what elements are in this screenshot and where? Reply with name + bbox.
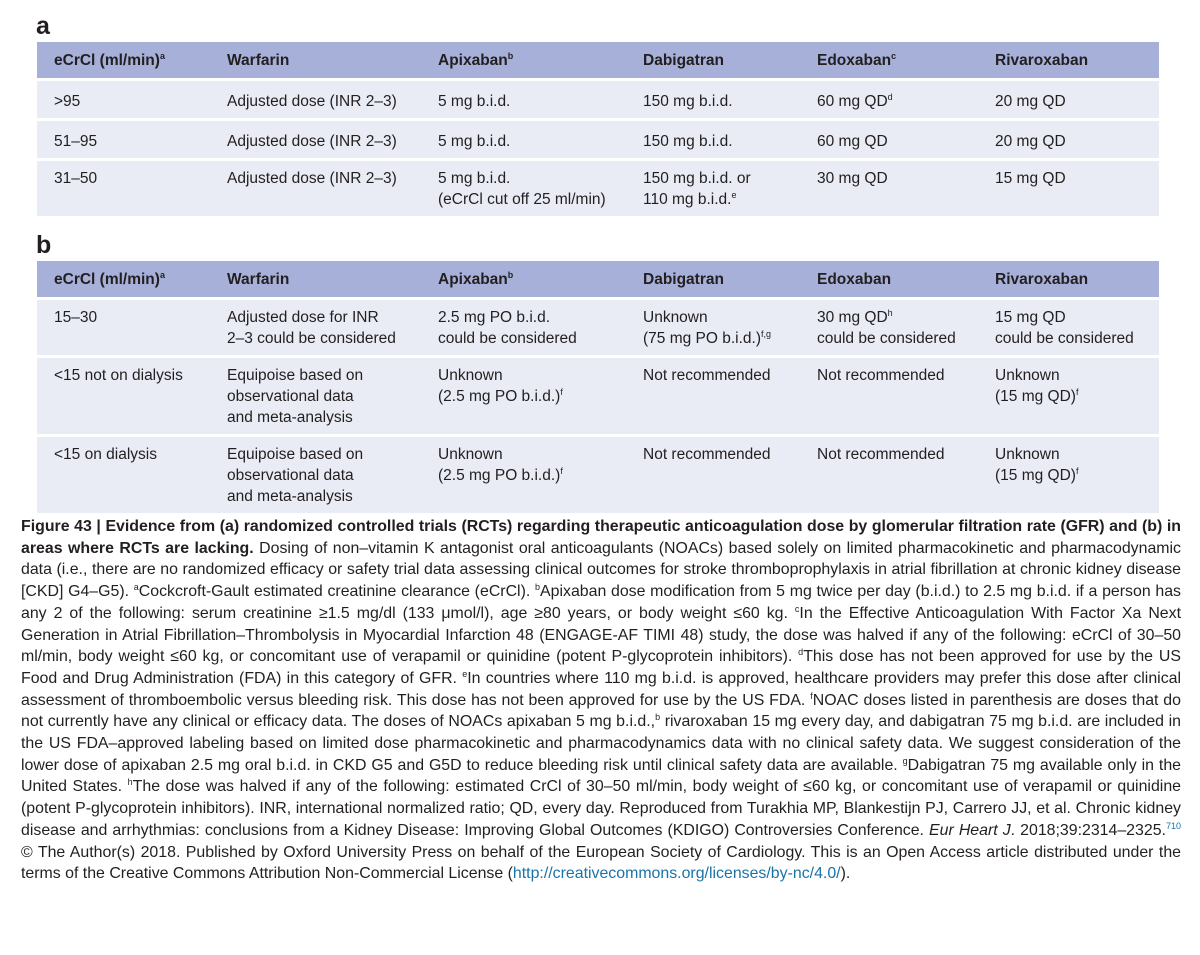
footnote-f: NOAC doses listed in parenthesis are doses that do not currently have any clinical or efficacy data. The doses of NOACs apixaban 5 mg b.i.d., [21, 691, 1181, 731]
table-row [37, 160, 1159, 217]
footnote-marker: c [794, 603, 800, 614]
license-end: ). [840, 865, 851, 883]
cell-edoxaban: Not recommended [800, 436, 978, 514]
cell-rivaroxaban: Unknown (15 mg QD)$^f$ [978, 436, 1159, 514]
header-dabigatran: Dabigatran [626, 42, 800, 80]
footnote-marker: g [902, 755, 908, 766]
cell-edoxaban: 30 mg $QD^h$ could be considered [800, 299, 978, 357]
panel-a-label: a [36, 12, 50, 40]
license-text: © The Author(s) 2018. Published by Oxford University Press on behalf of the European Society of Cardiology. This is an Open Access article distributed under the terms of the Creative Commons Attribution Non-Commercial License ( [21, 843, 1181, 883]
cell-rivaroxaban: 20 mg QD [978, 120, 1159, 160]
table-row [37, 80, 1159, 120]
cell-edoxaban: Not recommended [800, 357, 978, 436]
header-dabigatran: Dabigatran [626, 261, 800, 299]
header-warfarin: Warfarin [210, 261, 421, 299]
dose-table-a [37, 42, 1159, 216]
caption-text: Dosing of non–vitamin K antagonist oral anticoagulants (NOACs) based solely on limited pharmacokinetic and pharmacodynamic data (i.e., there are no randomized efficacy or safety trial data assessing clinical outcomes for stroke thromboprophylaxis in atrial fibrillation at chronic kidney disease [CKD] G4–G5). [21, 539, 1182, 601]
cell-edoxaban: 60 mg $QD^d$ [800, 80, 978, 120]
footnote-marker: b [655, 712, 661, 723]
cell-rivaroxaban: 20 mg QD [978, 80, 1159, 120]
cell-ecrcl: 15–30 [37, 299, 210, 357]
cell-edoxaban: 30 mg QD [800, 160, 978, 217]
header-warfarin: Warfarin [210, 42, 421, 80]
footnote-f-cont: rivaroxaban 15 mg every day, and dabigatran 75 mg b.i.d. are included in the US FDA–approved labeling based on limited dose pharmacokinetic and pharmacodynamics data with no clinical safety data. We suggest consideration of the lower dose of apixaban 2.5 mg oral b.i.d. in CKD G5 and G5D to reduce bleeding risk until clinical safety data are available. [21, 713, 1181, 774]
header-ecrcl: eCrCl $(ml/\min)^a$ [37, 261, 210, 299]
footnote-d: This dose has not been approved for use by the US Food and Drug Administration (FDA) in this category of GFR. [21, 648, 1181, 687]
cell-ecrcl: <15 on dialysis [37, 436, 210, 514]
table-row [37, 357, 1159, 436]
header-apixaban: Apixaban$^b$ [421, 261, 626, 299]
panel-b-label: b [36, 231, 52, 259]
cell-apixaban: 5 mg b.i.d. [421, 80, 626, 120]
cell-rivaroxaban: Unknown (15 mg QD)$^f$ [978, 357, 1159, 436]
footnote-h: The dose was halved if any of the following: estimated CrCl of 30–50 ml/min, body weight of ≤60 kg, or concomitant use of verapamil or quinidine (potent P-glycoprotein inhibitors). INR, international normalized ratio; QD, every day. Reproduced from Turakhia MP, Blankestijn PJ, Carrero JJ, et al. Chronic kidney disease and arrhythmias: conclusions from a Kidney Disease: Improving Global Outcomes (KDIGO) Controversies Conference. [21, 778, 1182, 839]
cell-dabigatran: 150 mg b.i.d. or 110 mg b.i.d.$^e$ [626, 160, 800, 217]
table-row [37, 299, 1159, 357]
cell-edoxaban: 60 mg QD [800, 120, 978, 160]
cell-dabigatran: Unknown (75 mg PO b.i.d.)$^{f,g}$ [626, 299, 800, 357]
cell-apixaban: 5 mg b.i.d. [421, 120, 626, 160]
footnote-marker: b [535, 582, 541, 593]
cell-dabigatran: Not recommended [626, 357, 800, 436]
table-row [37, 436, 1159, 514]
cell-rivaroxaban: 15 mg QD [978, 160, 1159, 217]
cell-dabigatran: 150 mg b.i.d. [626, 120, 800, 160]
footnote-b: Apixaban dose modification from 5 mg twice per day (b.i.d.) to 2.5 mg b.i.d. if a person has any 2 of the following: serum creatinine ≥1.5 mg/dl (133 μmol/l), age ≥80 years, or body weight ≤60 kg. [21, 583, 1181, 622]
cell-warfarin: Equipoise based on observational data and meta-analysis [210, 357, 421, 436]
license-link[interactable]: http://creativecommons.org/licenses/by-nc/4.0/ [512, 865, 841, 883]
reference-link[interactable]: 710 [1165, 820, 1181, 831]
table-row [37, 120, 1159, 160]
cell-ecrcl: <15 not on dialysis [37, 357, 210, 436]
cell-apixaban: 2.5 mg PO b.i.d. could be considered [421, 299, 626, 357]
footnote-marker: a [133, 582, 139, 593]
footnote-g: Dabigatran 75 mg available only in the United States. [21, 756, 1181, 796]
citation: . 2018;39:2314–2325. [1010, 821, 1166, 839]
cell-warfarin: Equipoise based on observational data and meta-analysis [210, 436, 421, 514]
footnote-marker: d [798, 647, 804, 658]
cell-ecrcl: 51–95 [37, 120, 210, 160]
cell-ecrcl: 31–50 [37, 160, 210, 217]
footnote-c: In the Effective Anticoagulation With Factor Xa Next Generation in Atrial Fibrillation–Thrombolysis in Myocardial Infarction 48 (ENGAGE-AF TIMI 48) study, the dose was halved if any of the following: eCrCl of 30–50 ml/min, body weight ≤60 kg, or concomitant use of verapamil or quinidine (potent P-glycoprotein inhibitors). [21, 604, 1181, 666]
header-rivaroxaban: Rivaroxaban [978, 42, 1159, 80]
cell-apixaban: Unknown (2.5 mg PO b.i.d.)$^f$ [421, 357, 626, 436]
dose-table-b [37, 261, 1159, 513]
footnote-marker: e [462, 668, 468, 679]
footnote-a: Cockcroft-Gault estimated creatinine clearance (eCrCl). [138, 583, 536, 601]
footnote-marker: h [127, 777, 133, 788]
header-edoxaban: Edoxaban$^c$ [800, 42, 978, 80]
header-rivaroxaban: Rivaroxaban [978, 261, 1159, 299]
header-apixaban: Apixaban$^b$ [421, 42, 626, 80]
footnote-e: In countries where 110 mg b.i.d. is approved, healthcare providers may prefer this dose after clinical assessment of thromboembolic versus bleeding risk. This dose has not been approved for use by the US FDA. [21, 669, 1182, 709]
cell-dabigatran: 150 mg b.i.d. [626, 80, 800, 120]
cell-warfarin: Adjusted dose (INR 2–3) [210, 120, 421, 160]
cell-warfarin: Adjusted dose (INR 2–3) [210, 80, 421, 120]
header-ecrcl: eCrCl $(ml/\min)^a$ [37, 42, 210, 80]
cell-apixaban: Unknown (2.5 mg PO b.i.d.)$^f$ [421, 436, 626, 514]
cell-rivaroxaban: 15 mg QD could be considered [978, 299, 1159, 357]
header-edoxaban: Edoxaban [800, 261, 978, 299]
cell-ecrcl: >95 [37, 80, 210, 120]
table-header-row [37, 261, 1159, 299]
footnote-marker: f [810, 690, 813, 701]
figure-caption [21, 516, 1181, 885]
table-header-row [37, 42, 1159, 80]
cell-warfarin: Adjusted dose for INR 2–3 could be considered [210, 299, 421, 357]
cell-apixaban: 5 mg b.i.d. (eCrCl cut off 25 ml/min) [421, 160, 626, 217]
figure-title: Figure 43 | Evidence from (a) randomized controlled trials (RCTs) regarding therapeutic anticoagulation dose by glomerular filtration rate (GFR) and (b) in areas where RCTs are lacking. [21, 518, 1181, 557]
cell-warfarin: Adjusted dose (INR 2–3) [210, 160, 421, 217]
cell-dabigatran: Not recommended [626, 436, 800, 514]
journal-name: Eur Heart J [929, 821, 1011, 839]
